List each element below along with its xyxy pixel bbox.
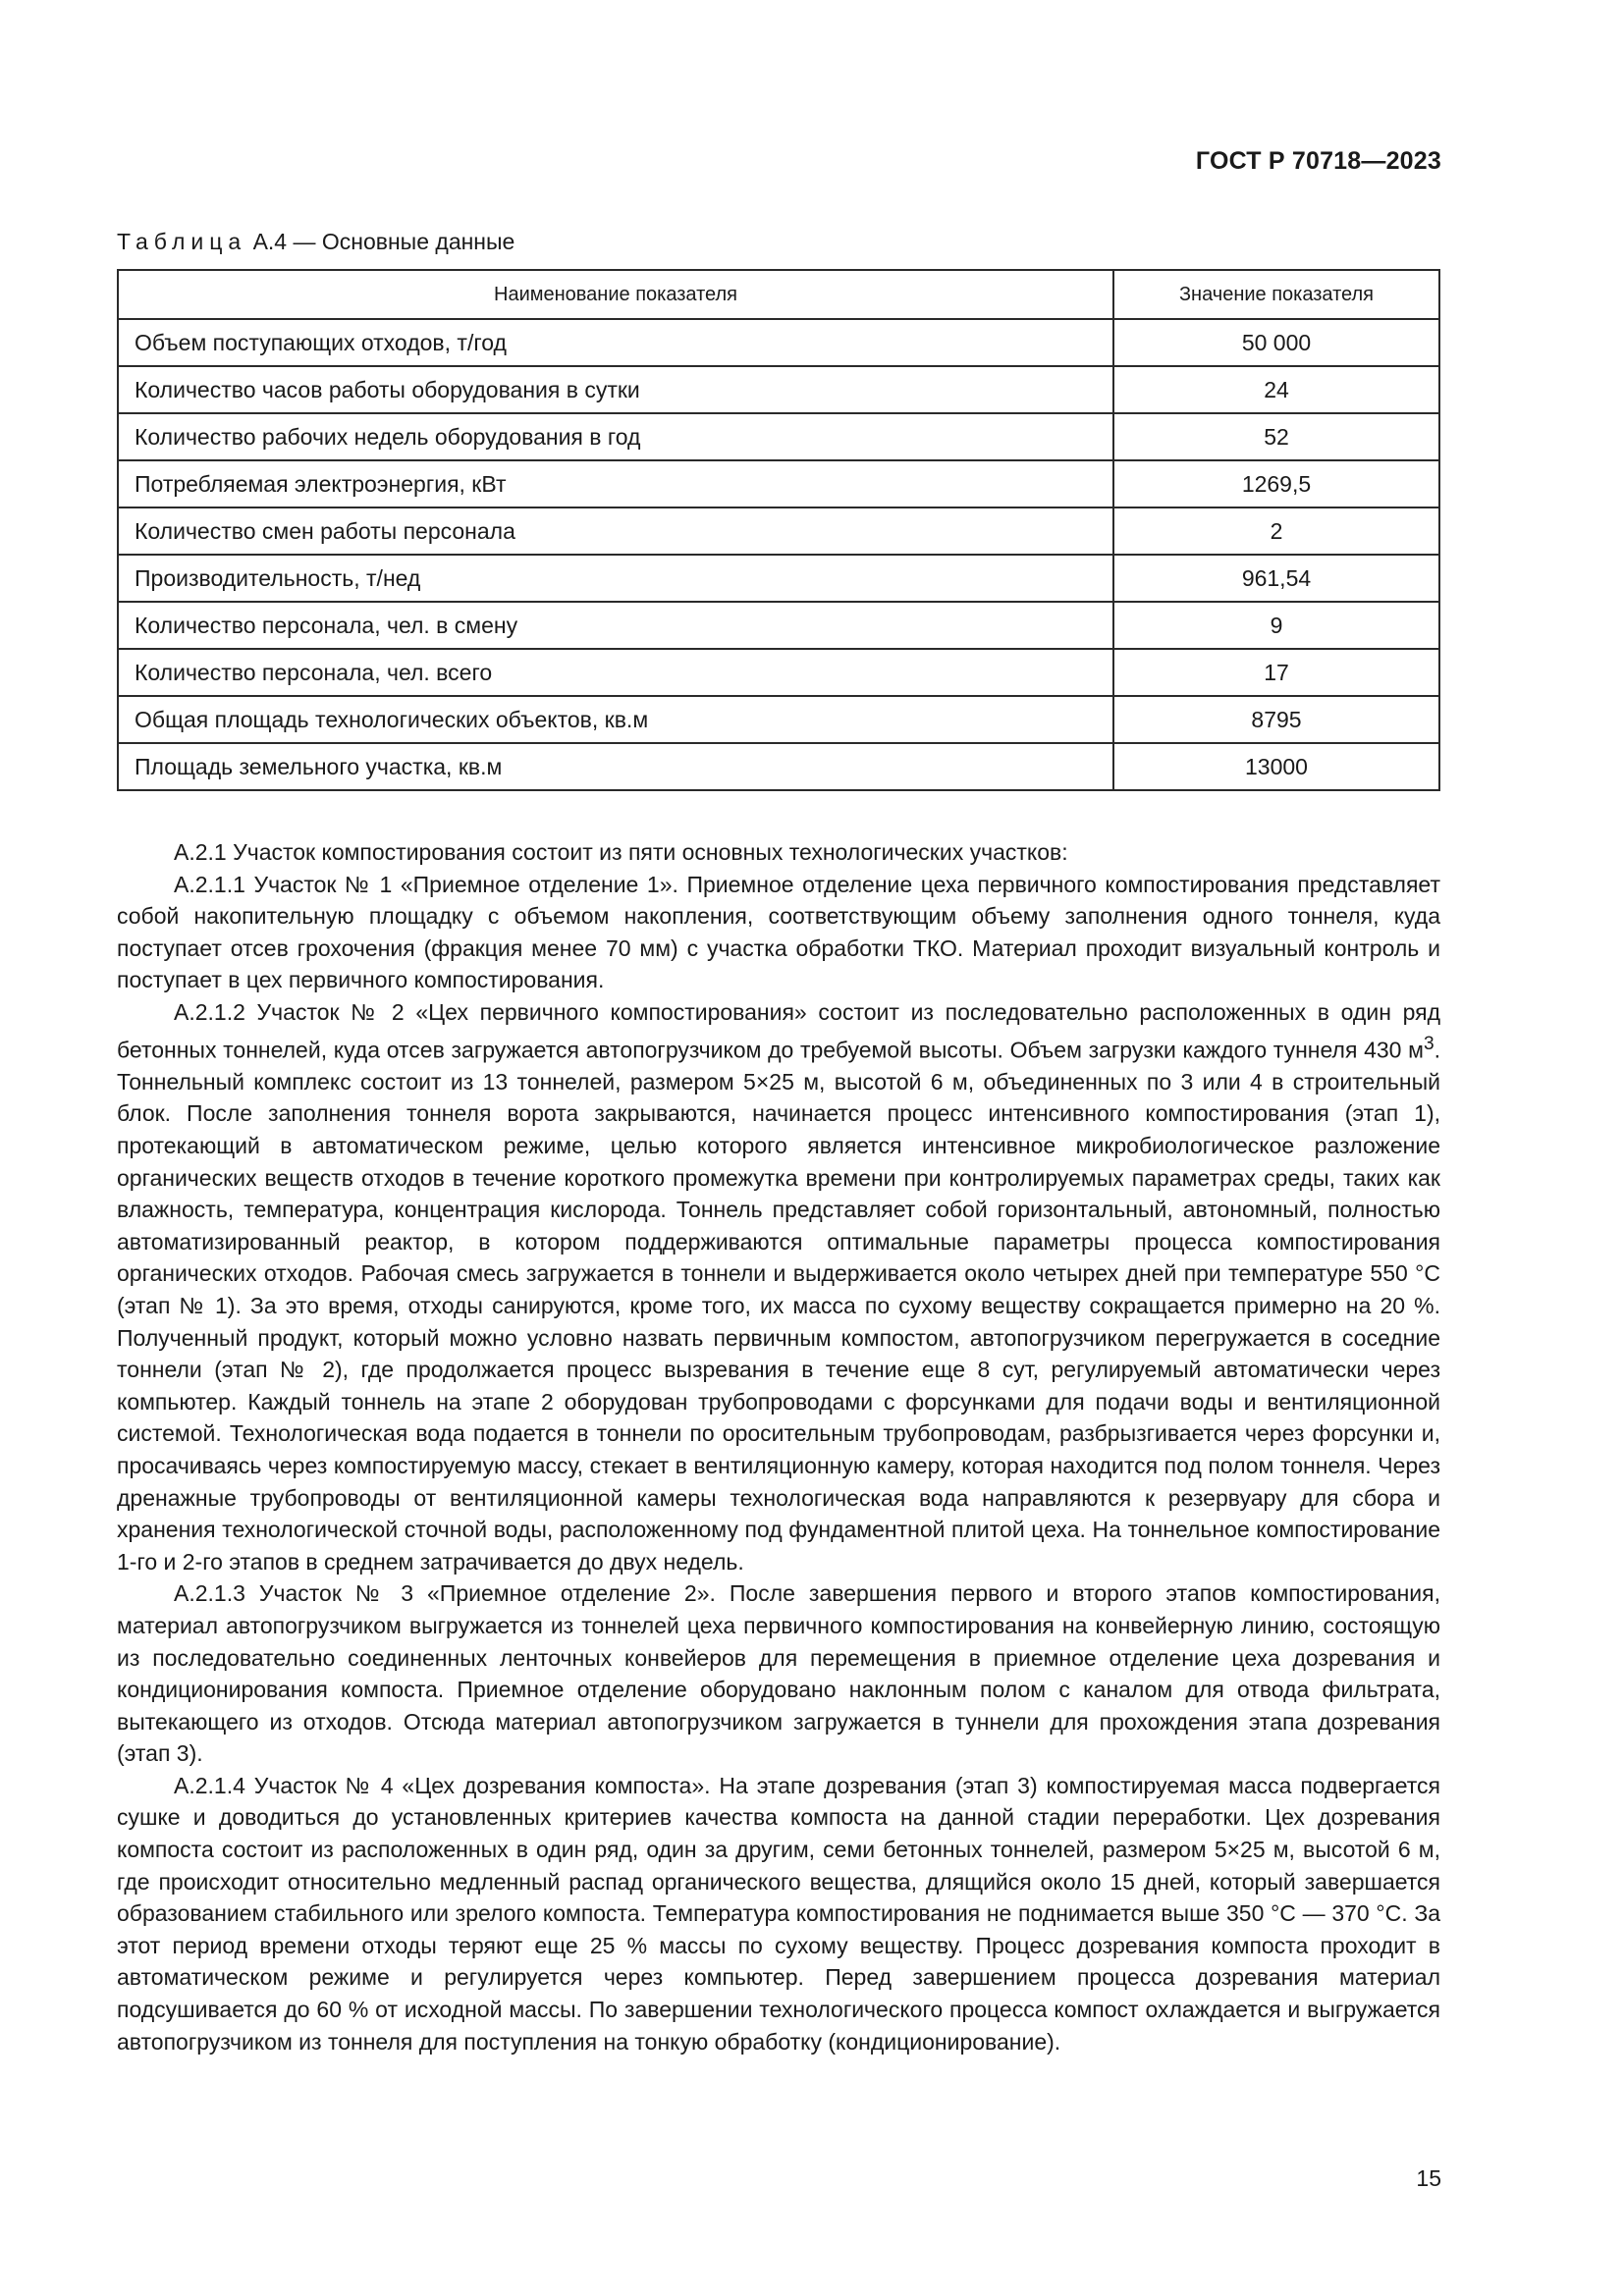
paragraph-a-2-1: А.2.1 Участок компостирования состоит из пяти основных технологических участков: [174, 839, 1068, 865]
paragraph-text: А.2.1.2 Участок № 2 «Цех первичного компостирования» состоит из последовательно расположенных в один ряд бетонных тоннелей, куда отсев загружается автопогрузчиком до требуемой высоты. Объем загрузки каждого туннеля 430 м [117, 998, 1440, 1063]
row-value: 8795 [1113, 696, 1439, 743]
row-name: Производительность, т/нед [118, 555, 1113, 602]
table-row [118, 413, 1439, 460]
row-name: Объем поступающих отходов, т/год [118, 319, 1113, 366]
row-name: Количество смен работы персонала [118, 507, 1113, 555]
table-row [118, 555, 1439, 602]
table-caption [117, 229, 514, 255]
table-row [118, 649, 1439, 696]
page-number: 15 [1416, 2165, 1441, 2191]
row-name: Количество персонала, чел. в смену [118, 602, 1113, 649]
table-row [118, 460, 1439, 507]
paragraph-text: . Тоннельный комплекс состоит из 13 тоннелей, размером 5×25 м, высотой 6 м, объединенных по 3 или 4 в строительный блок. После заполнения тоннеля ворота закрываются, начинается процесс интенсивного компостирования (этап 1), протекающий в автоматическом режиме, целью которого является интенсивное микробиологическое разложение органических веществ отходов в течение короткого промежутка времени при контролируемых параметрах среды, таких как влажность, температура, концентрация кислорода. Тоннель представляет собой горизонтальный, автономный, полностью автоматизированный реактор, в котором поддерживаются оптимальные параметры процесса компостирования органических отходов. Рабочая смесь загружается в тоннели и выдерживается около четырех дней при температуре 550 °С (этап № 1). За это время, отходы санируются, кроме того, их масса по сухому веществу сокращается примерно на 20 %. Полученный продукт, который можно условно назвать первичным компостом, автопогрузчиком перегружается в соседние тоннели (этап № 2), где продолжается процесс вызревания в течение еще 8 сут, регулируемый автоматически через компьютер. Каждый тоннель на этапе 2 оборудован трубопроводами с форсунками для подачи воды и вентиляционной системой. Технологическая вода подается в тоннели по оросительным трубопроводам, разбрызгивается через форсунки и, просачиваясь через компостируемую массу, стекает в вентиляционную камеру, которая находится под полом тоннеля. Через дренажные трубопроводы от вентиляционной камеры технологическая вода направляются к резервуару для сбора и хранения технологической сточной воды, расположенному под фундаментной плитой цеха. На тоннельное компостирование 1-го и 2-го этапов в среднем затрачивается до двух недель. [117, 1037, 1440, 1575]
table-row [118, 507, 1439, 555]
row-name: Потребляемая электроэнергия, кВт [118, 460, 1113, 507]
column-header-value: Значение показателя [1113, 270, 1439, 319]
row-value: 961,54 [1113, 555, 1439, 602]
row-value: 52 [1113, 413, 1439, 460]
row-name: Общая площадь технологических объектов, кв.м [118, 696, 1113, 743]
row-name: Количество персонала, чел. всего [118, 649, 1113, 696]
row-value: 1269,5 [1113, 460, 1439, 507]
paragraph-a-2-1-1: А.2.1.1 Участок № 1 «Приемное отделение 1». Приемное отделение цеха первичного компостирования представляет собой накопительную площадку с объемом накопления, соответствующим объему заполнения одного тоннеля, куда поступает отсев грохочения (фракция менее 70 мм) с участка обработки ТКО. Материал проходит визуальный контроль и поступает в цех первичного компостирования. [117, 871, 1440, 993]
row-name: Площадь земельного участка, кв.м [118, 743, 1113, 790]
row-value: 50 000 [1113, 319, 1439, 366]
row-value: 9 [1113, 602, 1439, 649]
row-value: 17 [1113, 649, 1439, 696]
row-value: 2 [1113, 507, 1439, 555]
row-value: 13000 [1113, 743, 1439, 790]
table-header-row [118, 270, 1439, 319]
table-caption-text: А.4 — Основные данные [246, 229, 515, 254]
paragraph-a-2-1-4: А.2.1.4 Участок № 4 «Цех дозревания компоста». На этапе дозревания (этап 3) компостируемая масса подвергается сушке и доводиться до установленных критериев качества компоста на данной стадии переработки. Цех дозревания компоста состоит из расположенных в один ряд, один за другим, семи бетонных тоннелей, размером 5×25 м, высотой 6 м, где происходит относительно медленный распад органического вещества, длящийся около 15 дней, который завершается образованием стабильного или зрелого компоста. Температура компостирования не поднимается выше 350 °С — 370 °С. За этот период времени отходы теряют еще 25 % массы по сухому веществу. Процесс дозревания компоста проходит в автоматическом режиме и регулируется через компьютер. Перед завершением процесса дозревания материал подсушивается до 60 % от исходной массы. По завершении технологического процесса компост охлаждается и выгружается автопогрузчиком из тоннеля для поступления на тонкую обработку (кондиционирование). [117, 1772, 1440, 2055]
paragraph-a-2-1-2 [117, 996, 1440, 1577]
column-header-name: Наименование показателя [118, 270, 1113, 319]
table-row [118, 743, 1439, 790]
paragraph-a-2-1-3: А.2.1.3 Участок № 3 «Приемное отделение 2». После завершения первого и второго этапов компостирования, материал автопогрузчиком выгружается из тоннелей цеха первичного компостирования на конвейерную линию, состоящую из последовательно соединенных ленточных конвейеров для перемещения в приемное отделение цеха дозревания и кондиционирования компоста. Приемное отделение оборудовано наклонным полом с каналом для отвода фильтрата, вытекающего из отходов. Отсюда материал автопогрузчиком загружается в туннели для прохождения этапа дозревания (этап 3). [117, 1580, 1440, 1767]
row-name: Количество часов работы оборудования в сутки [118, 366, 1113, 413]
table-row [118, 696, 1439, 743]
table-row [118, 602, 1439, 649]
standard-code: ГОСТ Р 70718—2023 [1195, 147, 1441, 175]
row-value: 24 [1113, 366, 1439, 413]
table-row [118, 366, 1439, 413]
superscript-cubic: 3 [1423, 1033, 1435, 1054]
table-row [118, 319, 1439, 366]
body-text [117, 836, 1440, 2057]
main-data-table [117, 269, 1440, 791]
table-caption-label: Таблица [117, 229, 247, 254]
row-name: Количество рабочих недель оборудования в год [118, 413, 1113, 460]
